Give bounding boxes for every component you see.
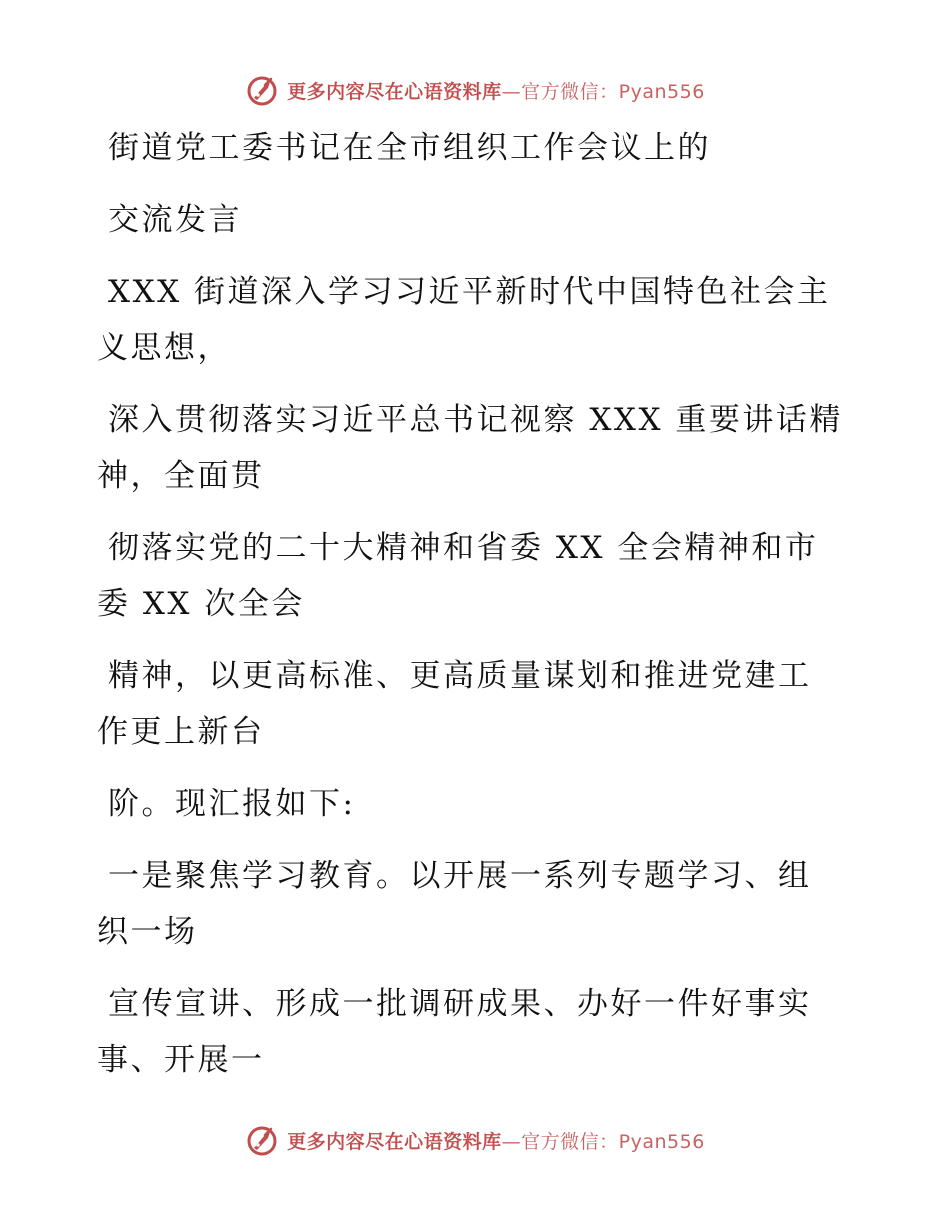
header-banner-text [287, 77, 705, 104]
header-banner-contact: —官方微信：Pyan556 [501, 80, 705, 103]
paragraph-line: XXX 街道深入学习习近平新时代中国特色社会主 [108, 274, 831, 310]
footer-banner-text [287, 1127, 705, 1154]
paragraph-line: 织一场 [97, 914, 198, 950]
pen-nib-logo-icon [245, 1123, 279, 1157]
header-banner-title: 更多内容尽在心语资料库 [287, 80, 502, 103]
paragraph [97, 264, 857, 376]
paragraph-line: 神，全面贯 [97, 458, 265, 494]
paragraph-line: 事、开展一 [97, 1042, 265, 1078]
document-body [97, 120, 857, 1104]
paragraph-line: 一是聚焦学习教育。以开展一系列专题学习、组 [108, 858, 812, 894]
header-banner [0, 70, 950, 110]
footer-banner-title: 更多内容尽在心语资料库 [287, 1130, 502, 1153]
paragraph [97, 848, 857, 960]
paragraph-line: 交流发言 [108, 202, 242, 238]
paragraph-line: 彻落实党的二十大精神和省委 XX 全会精神和市 [108, 530, 819, 566]
paragraph-line: 义思想， [97, 330, 231, 366]
paragraph-line: 精神，以更高标准、更高质量谋划和推进党建工 [108, 658, 812, 694]
paragraph-line: 阶。现汇报如下: [108, 786, 356, 822]
paragraph-line: 街道党工委书记在全市组织工作会议上的 [108, 130, 711, 166]
paragraph [97, 976, 857, 1088]
pen-nib-logo-icon [245, 73, 279, 107]
paragraph [97, 120, 857, 176]
paragraph-line: 深入贯彻落实习近平总书记视察 XXX 重要讲话精 [108, 402, 843, 438]
paragraph [97, 520, 857, 632]
paragraph [97, 392, 857, 504]
paragraph-line: 作更上新台 [97, 714, 265, 750]
footer-banner-contact: —官方微信：Pyan556 [501, 1130, 705, 1153]
paragraph [97, 192, 857, 248]
footer-banner [0, 1120, 950, 1160]
paragraph [97, 648, 857, 760]
paragraph [97, 776, 857, 832]
paragraph-line: 宣传宣讲、形成一批调研成果、办好一件好事实 [108, 986, 812, 1022]
paragraph-line: 委 XX 次全会 [97, 586, 305, 622]
